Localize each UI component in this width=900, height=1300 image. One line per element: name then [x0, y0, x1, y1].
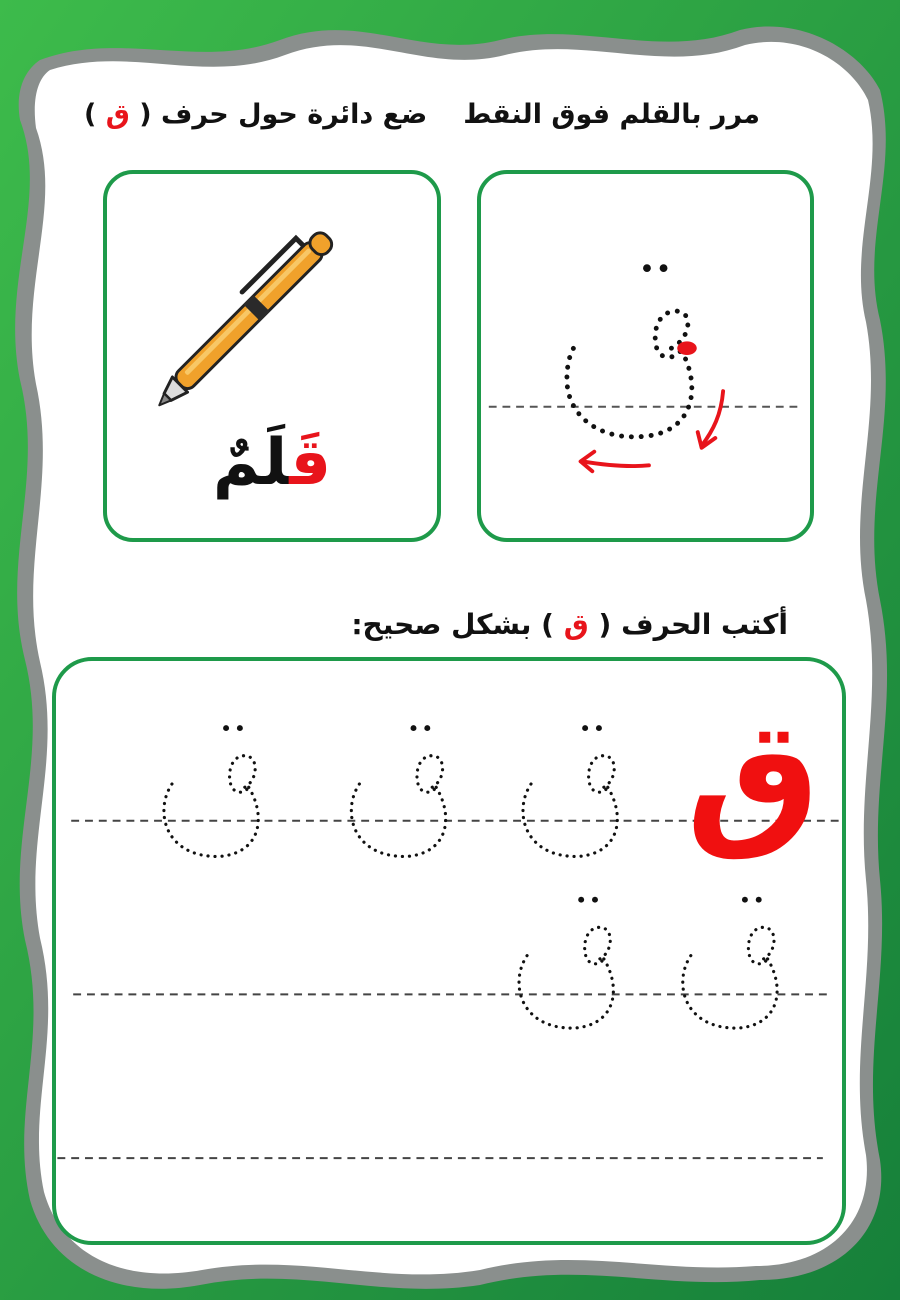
dotted-qaf-tracing[interactable] [481, 174, 810, 538]
write-open-paren: ( [598, 608, 612, 641]
circle-open-paren: ( [139, 99, 152, 130]
write-close-paren: ) [541, 608, 554, 641]
write-section-title [351, 600, 788, 650]
word-card [103, 170, 441, 542]
write-title-suffix: بشكل صحيح: [351, 608, 532, 641]
trace-letter-box[interactable] [477, 170, 814, 542]
circle-target-letter: ق [105, 99, 130, 130]
word-qalam [107, 426, 437, 500]
model-letter-qaf: ق [686, 689, 821, 863]
trace-instruction: مرر بالقلم فوق النقط [463, 99, 760, 130]
write-title-prefix: أكتب الحرف [621, 608, 788, 641]
circle-instruction-text: ضع دائرة حول حرف [161, 99, 428, 130]
circle-instruction [84, 90, 427, 140]
word-first-letter: قَ [289, 426, 332, 500]
writing-practice-box[interactable] [52, 657, 846, 1245]
write-title-letter: ق [563, 608, 589, 641]
circle-close-paren: ) [84, 99, 97, 130]
word-rest: لَمٌ [212, 426, 290, 500]
